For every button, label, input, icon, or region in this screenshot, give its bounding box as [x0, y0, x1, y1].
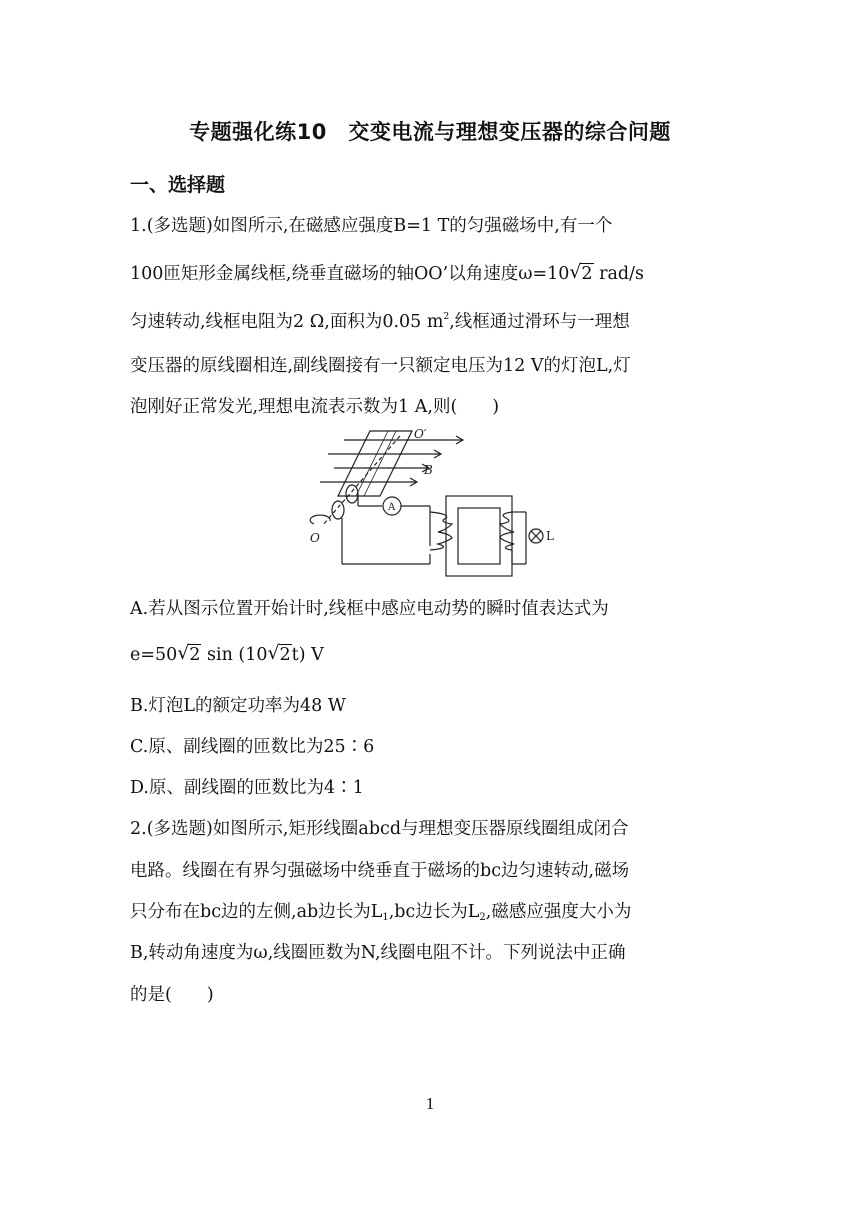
q1-line-1: 1.(多选题)如图所示,在磁感应强度B=1 T的匀强磁场中,有一个	[130, 216, 613, 236]
q1-option-d: D.原、副线圈的匝数比为4∶1	[130, 778, 364, 798]
page-number: 1	[425, 1094, 435, 1113]
q2-line-1: 2.(多选题)如图所示,矩形线圈abcd与理想变压器原线圈组成闭合	[130, 819, 629, 839]
label-o-prime: O′	[414, 427, 427, 441]
sqrt-symbol: √ 2	[177, 642, 201, 665]
q2-line-2: 电路。线圈在有界匀强磁场中绕垂直于磁场的bc边匀速转动,磁场	[130, 861, 630, 881]
transformer-circuit-figure	[300, 426, 560, 578]
label-o: O	[310, 531, 320, 545]
q1-option-b: B.灯泡L的额定功率为48 W	[130, 696, 346, 716]
q2-line-5: 的是( )	[130, 985, 214, 1005]
lamp-label: L	[546, 529, 554, 543]
q1-option-a-line-1: A.若从图示位置开始计时,线框中感应电动势的瞬时值表达式为	[130, 599, 609, 619]
q1-line-5: 泡刚好正常发光,理想电流表示数为1 A,则( )	[130, 397, 500, 417]
q2-line-3: 只分布在bc边的左侧,ab边长为$L_1,bc$边长为$L_2$,磁感应强度大小为	[130, 902, 632, 923]
q1-line-4: 变压器的原线圈相连,副线圈接有一只额定电压为12 V的灯泡L,灯	[130, 356, 631, 376]
page-title: 专题强化练10 交变电流与理想变压器的综合问题	[189, 120, 671, 144]
sqrt-symbol: √ 2	[267, 642, 291, 665]
q2-line-4: B,转动角速度为ω,线圈匝数为N,线圈电阻不计。下列说法中正确	[130, 943, 626, 963]
label-b: B	[424, 463, 433, 477]
q1-line-2: 100匝矩形金属线框,绕垂直磁场的轴OO’以角速度ω=10 √ 2 rad/s	[130, 261, 645, 284]
section-heading: 一、选择题	[130, 174, 226, 196]
q1-option-c: C.原、副线圈的匝数比为25∶6	[130, 737, 375, 757]
ammeter-label: A	[388, 502, 396, 513]
q1-option-a-line-2: e=50 √ 2 sin (10 √ 2t) V	[130, 642, 324, 665]
q1-line-3: 匀速转动,线框电阻为2 Ω,面积为0.05 $m^2$,线框通过滑环与一理想	[130, 312, 630, 332]
sqrt-symbol: √ 2	[569, 261, 593, 284]
